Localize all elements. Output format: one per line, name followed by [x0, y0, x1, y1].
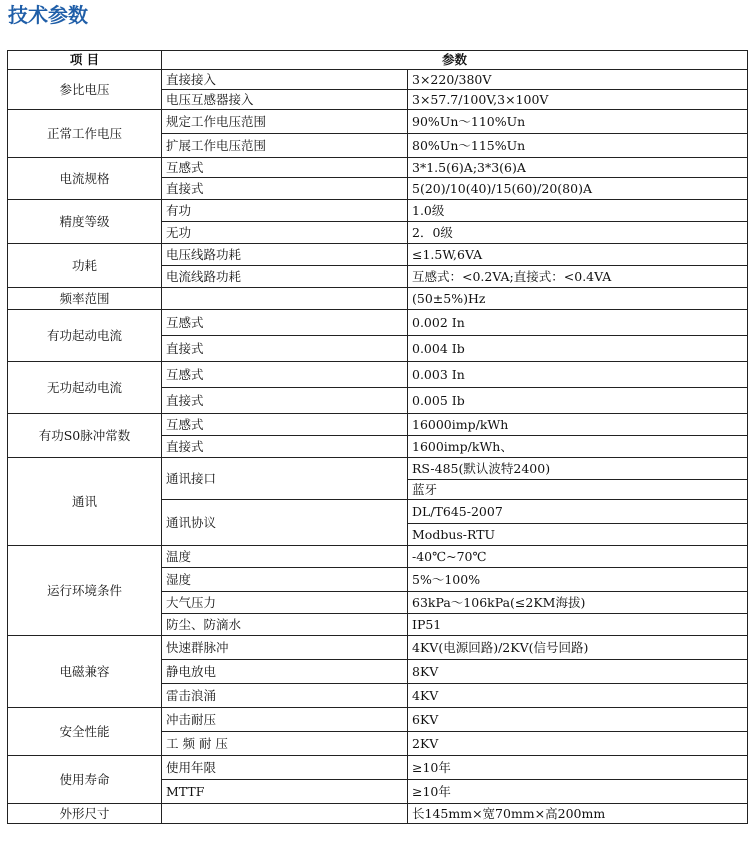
table-row — [8, 110, 748, 134]
item-subcategory: 静电放电 — [162, 660, 408, 684]
table-row — [8, 310, 748, 336]
item-category: 安全性能 — [8, 708, 162, 756]
param-value: 80%Un～115%Un — [408, 134, 748, 158]
param-value: RS-485(默认波特2400) — [408, 458, 748, 480]
item-subcategory: 大气压力 — [162, 592, 408, 614]
item-subcategory: 工 频 耐 压 — [162, 732, 408, 756]
item-category: 无功起动电流 — [8, 362, 162, 414]
param-value: 1600imp/kWh、 — [408, 436, 748, 458]
table-row — [8, 458, 748, 480]
item-subcategory: 通讯协议 — [162, 500, 408, 546]
item-subcategory: 直接式 — [162, 388, 408, 414]
spec-table-body — [8, 70, 748, 824]
param-value: 16000imp/kWh — [408, 414, 748, 436]
param-value: 3*1.5(6)A;3*3(6)A — [408, 158, 748, 178]
param-value: 2．0级 — [408, 222, 748, 244]
item-subcategory: 雷击浪涌 — [162, 684, 408, 708]
table-row — [8, 804, 748, 824]
table-row — [8, 158, 748, 178]
item-subcategory: 快速群脉冲 — [162, 636, 408, 660]
param-value: 1.0级 — [408, 200, 748, 222]
param-value: 互感式：<0.2VA;直接式：<0.4VA — [408, 266, 748, 288]
param-value: 0.004 Ib — [408, 336, 748, 362]
item-subcategory: 电压线路功耗 — [162, 244, 408, 266]
item-category: 运行环境条件 — [8, 546, 162, 636]
param-value: 0.003 In — [408, 362, 748, 388]
item-category: 正常工作电压 — [8, 110, 162, 158]
table-row — [8, 70, 748, 90]
param-value: IP51 — [408, 614, 748, 636]
item-subcategory: 防尘、防滴水 — [162, 614, 408, 636]
item-subcategory: MTTF — [162, 780, 408, 804]
param-value: -40℃~70℃ — [408, 546, 748, 568]
item-category: 频率范围 — [8, 288, 162, 310]
param-value: 90%Un～110%Un — [408, 110, 748, 134]
item-category: 通讯 — [8, 458, 162, 546]
item-category: 功耗 — [8, 244, 162, 288]
param-value: 4KV — [408, 684, 748, 708]
item-subcategory: 无功 — [162, 222, 408, 244]
table-row — [8, 414, 748, 436]
header-item: 项 目 — [8, 51, 162, 70]
param-value: DL/T645-2007 — [408, 500, 748, 524]
param-value: (50±5%)Hz — [408, 288, 748, 310]
param-value: 长145mm×宽70mm×高200mm — [408, 804, 748, 824]
item-subcategory: 电流线路功耗 — [162, 266, 408, 288]
item-category: 有功起动电流 — [8, 310, 162, 362]
page-title: 技术参数 — [8, 3, 88, 27]
param-value: Modbus-RTU — [408, 524, 748, 546]
param-value: 8KV — [408, 660, 748, 684]
item-category: 使用寿命 — [8, 756, 162, 804]
item-subcategory: 湿度 — [162, 568, 408, 592]
header-param: 参数 — [162, 51, 748, 70]
item-subcategory: 互感式 — [162, 310, 408, 336]
table-row — [8, 636, 748, 660]
param-value: 0.002 In — [408, 310, 748, 336]
param-value: 63kPa～106kPa(≤2KM海拔) — [408, 592, 748, 614]
item-category: 电磁兼容 — [8, 636, 162, 708]
item-category: 有功S0脉冲常数 — [8, 414, 162, 458]
item-subcategory: 冲击耐压 — [162, 708, 408, 732]
param-value: ≤1.5W,6VA — [408, 244, 748, 266]
item-subcategory: 互感式 — [162, 158, 408, 178]
item-subcategory: 有功 — [162, 200, 408, 222]
item-category: 精度等级 — [8, 200, 162, 244]
param-value: ≥10年 — [408, 756, 748, 780]
param-value: 5(20)/10(40)/15(60)/20(80)A — [408, 178, 748, 200]
param-value: 3×57.7/100V,3×100V — [408, 90, 748, 110]
item-subcategory: 电压互感器接入 — [162, 90, 408, 110]
param-value: 5%～100% — [408, 568, 748, 592]
item-subcategory: 规定工作电压范围 — [162, 110, 408, 134]
param-value: 4KV(电源回路)/2KV(信号回路) — [408, 636, 748, 660]
param-value: 0.005 Ib — [408, 388, 748, 414]
item-subcategory: 温度 — [162, 546, 408, 568]
item-subcategory: 直接式 — [162, 436, 408, 458]
table-row — [8, 756, 748, 780]
item-subcategory: 直接式 — [162, 178, 408, 200]
param-value: 3×220/380V — [408, 70, 748, 90]
item-subcategory: 直接式 — [162, 336, 408, 362]
param-value: 2KV — [408, 732, 748, 756]
item-category: 参比电压 — [8, 70, 162, 110]
item-subcategory — [162, 804, 408, 824]
item-subcategory — [162, 288, 408, 310]
item-subcategory: 使用年限 — [162, 756, 408, 780]
item-category: 电流规格 — [8, 158, 162, 200]
table-row — [8, 200, 748, 222]
table-row — [8, 288, 748, 310]
table-row — [8, 362, 748, 388]
table-row — [8, 546, 748, 568]
item-subcategory: 通讯接口 — [162, 458, 408, 500]
param-value: 蓝牙 — [408, 480, 748, 500]
param-value: ≥10年 — [408, 780, 748, 804]
table-header-row — [8, 51, 748, 70]
item-subcategory: 互感式 — [162, 362, 408, 388]
item-subcategory: 直接接入 — [162, 70, 408, 90]
spec-table — [7, 50, 748, 824]
param-value: 6KV — [408, 708, 748, 732]
table-row — [8, 708, 748, 732]
item-subcategory: 互感式 — [162, 414, 408, 436]
table-row — [8, 244, 748, 266]
item-category: 外形尺寸 — [8, 804, 162, 824]
item-subcategory: 扩展工作电压范围 — [162, 134, 408, 158]
